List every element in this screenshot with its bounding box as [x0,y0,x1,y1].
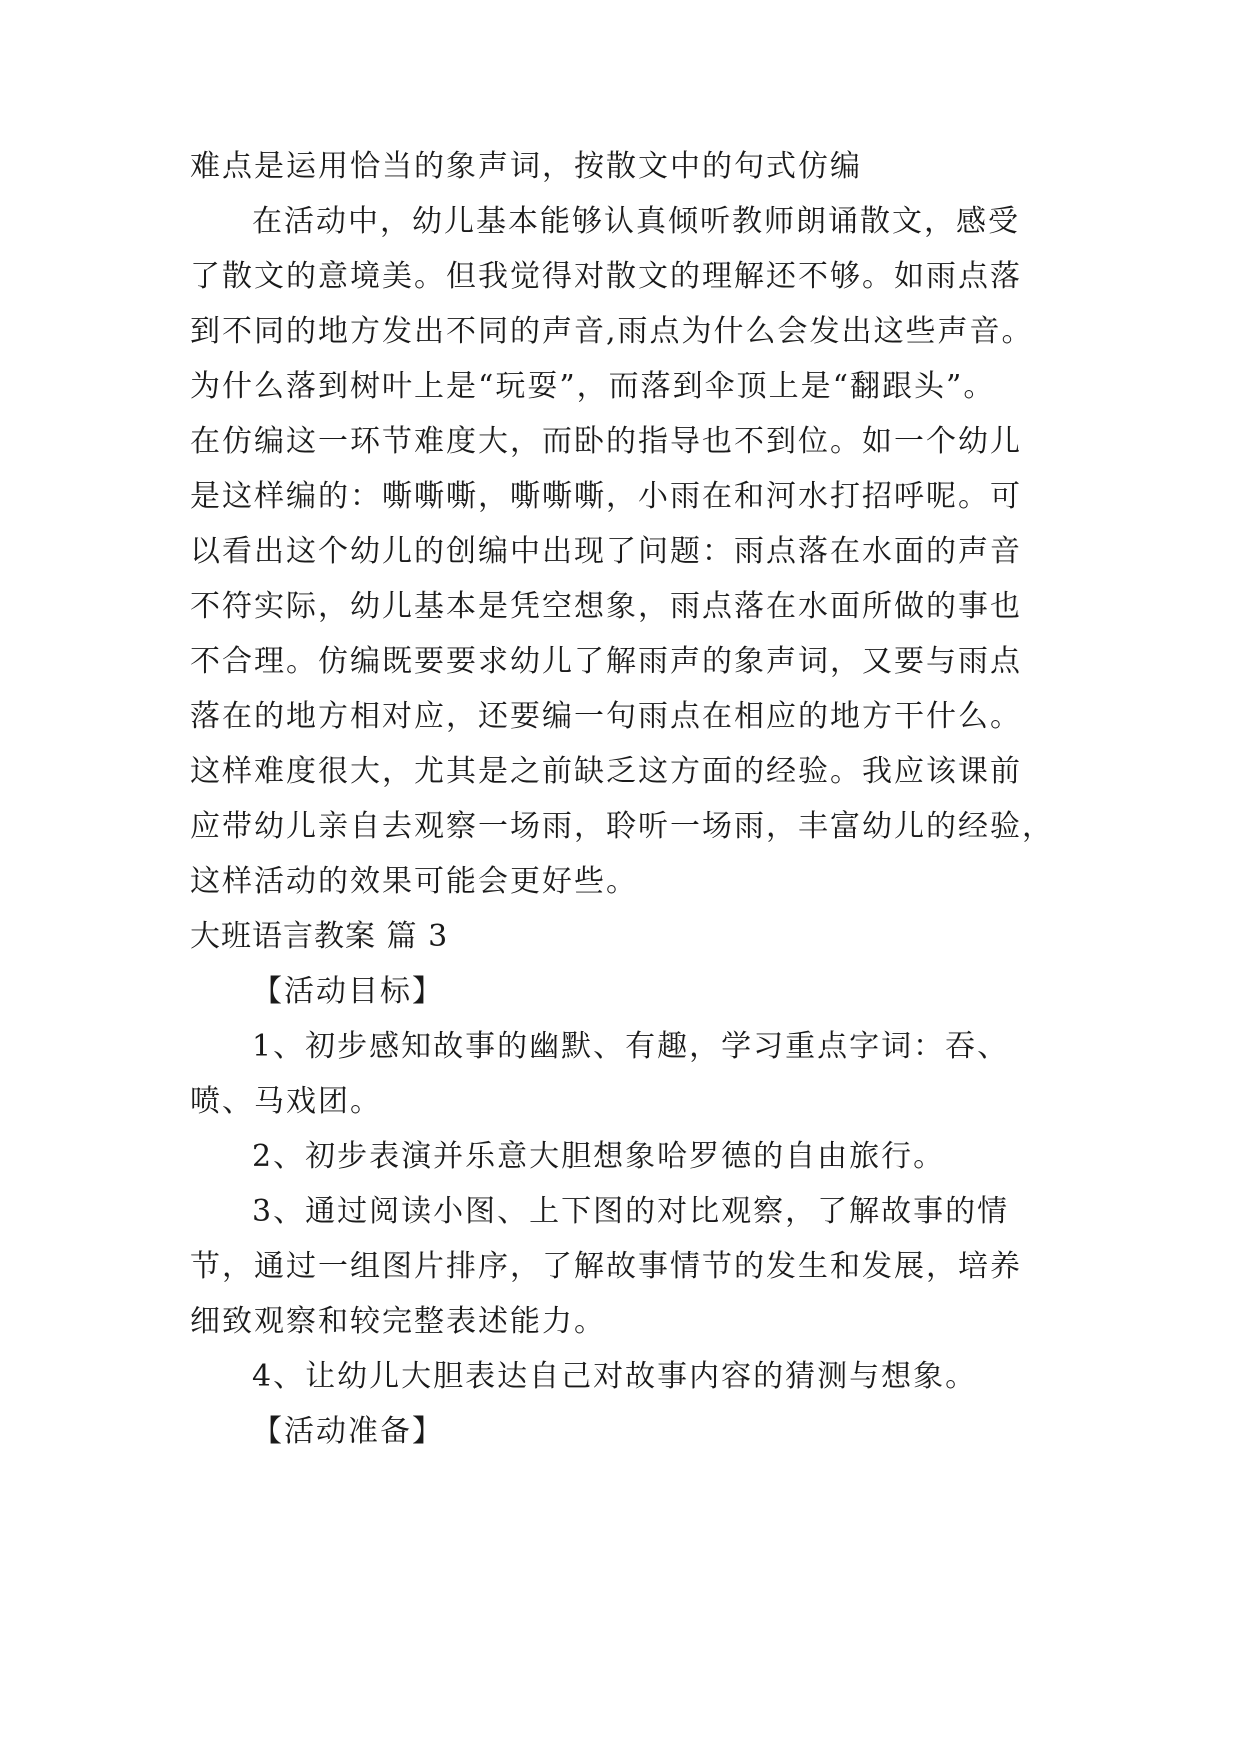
paragraph-line: 不符实际，幼儿基本是凭空想象，雨点落在水面所做的事也 [190,589,1022,624]
paragraph-line: 喷、马戏团。 [190,1084,382,1119]
paragraph-line: 应带幼儿亲自去观察一场雨，聆听一场雨，丰富幼儿的经验， [190,809,1054,844]
subsection-heading: 【活动目标】 [252,974,444,1009]
paragraph-line: 是这样编的：嘶嘶嘶，嘶嘶嘶，小雨在和河水打招呼呢。可 [190,479,1022,514]
paragraph-line: 不合理。仿编既要要求幼儿了解雨声的象声词，又要与雨点 [190,644,1022,679]
paragraph-line: 2、初步表演并乐意大胆想象哈罗德的自由旅行。 [252,1139,946,1174]
paragraph-line: 了散文的意境美。但我觉得对散文的理解还不够。如雨点落 [190,259,1022,294]
section-heading: 大班语言教案 篇 3 [190,919,449,954]
paragraph-line: 难点是运用恰当的象声词，按散文中的句式仿编 [190,149,862,184]
paragraph-line: 在仿编这一环节难度大，而卧的指导也不到位。如一个幼儿 [190,424,1022,459]
paragraph-line: 为什么落到树叶上是“玩耍”，而落到伞顶上是“翻跟头”。 [190,369,996,404]
paragraph-line: 节，通过一组图片排序，了解故事情节的发生和发展，培养 [190,1249,1022,1284]
paragraph-line: 落在的地方相对应，还要编一句雨点在相应的地方干什么。 [190,699,1022,734]
paragraph-line: 4、让幼儿大胆表达自己对故事内容的猜测与想象。 [252,1359,978,1394]
paragraph-line: 3、通过阅读小图、上下图的对比观察，了解故事的情 [252,1194,1010,1229]
subsection-heading: 【活动准备】 [252,1414,444,1449]
paragraph-line: 这样活动的效果可能会更好些。 [190,864,638,899]
paragraph-line: 在活动中，幼儿基本能够认真倾听教师朗诵散文，感受 [252,204,1020,239]
paragraph-line: 到不同的地方发出不同的声音,雨点为什么会发出这些声音。 [190,314,1034,349]
paragraph-line: 以看出这个幼儿的创编中出现了问题：雨点落在水面的声音 [190,534,1022,569]
paragraph-line: 这样难度很大，尤其是之前缺乏这方面的经验。我应该课前 [190,754,1022,789]
paragraph-line: 细致观察和较完整表述能力。 [190,1304,606,1339]
paragraph-line: 1、初步感知故事的幽默、有趣，学习重点字词：吞、 [252,1029,1010,1064]
